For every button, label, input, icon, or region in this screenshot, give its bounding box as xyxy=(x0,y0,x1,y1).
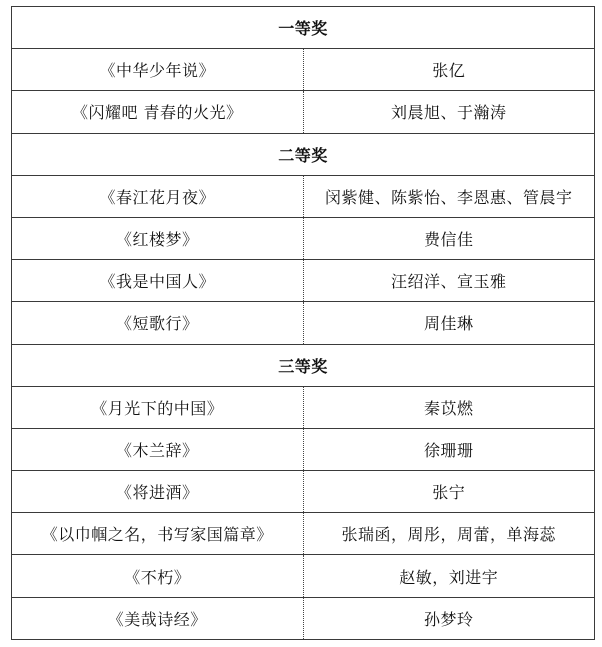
table-row xyxy=(12,597,595,639)
work-title: 《短歌行》 xyxy=(12,302,304,344)
section-header-second-prize xyxy=(12,133,595,175)
table-row xyxy=(12,555,595,597)
winner-names: 赵敏，刘进宇 xyxy=(303,555,595,597)
winner-names: 汪绍洋、宣玉雅 xyxy=(303,260,595,302)
work-title: 《以巾帼之名，书写家国篇章》 xyxy=(12,513,304,555)
winner-names: 张亿 xyxy=(303,49,595,91)
work-title: 《木兰辞》 xyxy=(12,428,304,470)
section-heading: 一等奖 xyxy=(12,7,595,49)
winner-names: 张宁 xyxy=(303,471,595,513)
award-table xyxy=(11,6,595,640)
section-header-third-prize xyxy=(12,344,595,386)
section-heading: 二等奖 xyxy=(12,133,595,175)
winner-names: 秦苡燃 xyxy=(303,386,595,428)
winner-names: 孙梦玲 xyxy=(303,597,595,639)
winner-names: 徐珊珊 xyxy=(303,428,595,470)
table-row xyxy=(12,386,595,428)
table-row xyxy=(12,260,595,302)
table-row xyxy=(12,91,595,133)
winner-names: 张瑞函，周彤，周蕾，单海蕊 xyxy=(303,513,595,555)
winner-names: 闵紫健、陈紫怡、李恩惠、管晨宇 xyxy=(303,175,595,217)
work-title: 《不朽》 xyxy=(12,555,304,597)
work-title: 《将进酒》 xyxy=(12,471,304,513)
work-title: 《红楼梦》 xyxy=(12,217,304,259)
work-title: 《我是中国人》 xyxy=(12,260,304,302)
table-row xyxy=(12,471,595,513)
section-heading: 三等奖 xyxy=(12,344,595,386)
work-title: 《月光下的中国》 xyxy=(12,386,304,428)
table-row xyxy=(12,513,595,555)
work-title: 《中华少年说》 xyxy=(12,49,304,91)
section-header-first-prize xyxy=(12,7,595,49)
table-row xyxy=(12,217,595,259)
winner-names: 费信佳 xyxy=(303,217,595,259)
work-title: 《美哉诗经》 xyxy=(12,597,304,639)
table-row xyxy=(12,302,595,344)
work-title: 《闪耀吧 青春的火光》 xyxy=(12,91,304,133)
work-title: 《春江花月夜》 xyxy=(12,175,304,217)
table-row xyxy=(12,175,595,217)
winner-names: 周佳琳 xyxy=(303,302,595,344)
winner-names: 刘晨旭、于瀚涛 xyxy=(303,91,595,133)
table-row xyxy=(12,428,595,470)
table-row xyxy=(12,49,595,91)
